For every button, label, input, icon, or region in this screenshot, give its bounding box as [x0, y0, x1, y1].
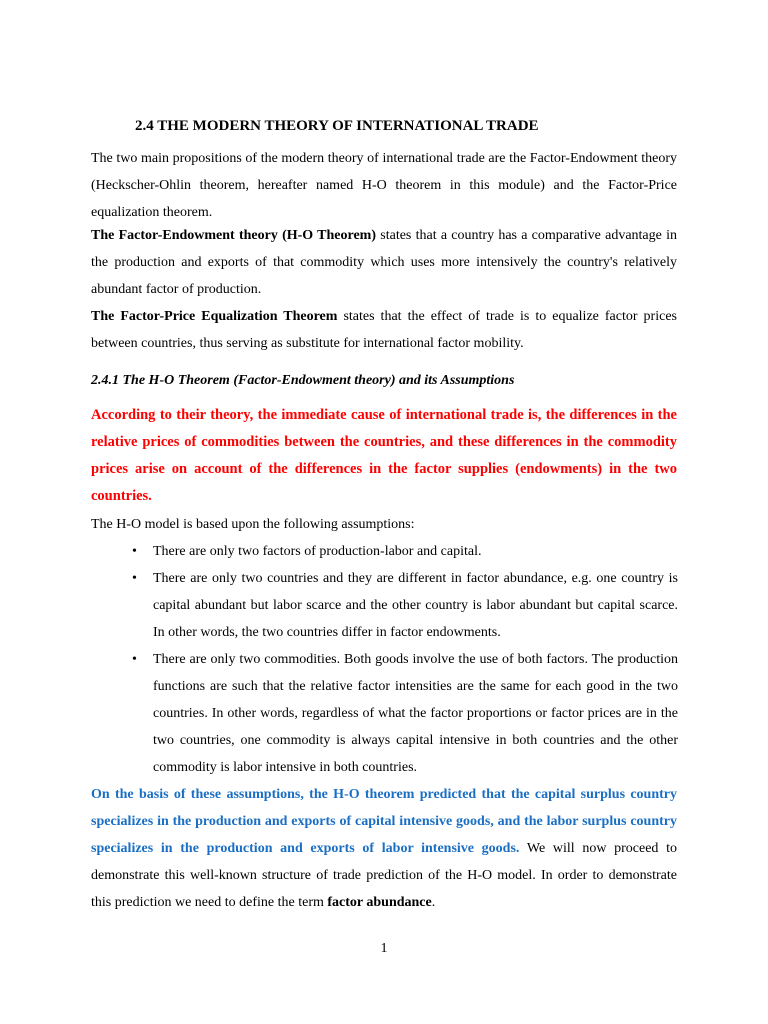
factor-endowment-term: The Factor-Endowment theory (H-O Theorem)	[91, 228, 377, 243]
prediction-highlight: On the basis of these assumptions, the H-O theorem predicted that the capital surplus country specializes in the production and exports of capital intensive goods, and the labor surplus country specializes in the production and exports of labor intensive goods.	[91, 787, 677, 856]
factor-endowment-text: states that a country has a comparative advantage in the production and exports of that commodity which uses more intensively the country's relatively abundant factor of production.	[91, 228, 677, 297]
prediction-text: We will now proceed to demonstrate this well-known structure of trade prediction of the H-O model. In order to demonstrate this prediction we need to define the term	[91, 841, 677, 910]
page-number: 1	[380, 941, 388, 956]
prediction-end: .	[431, 895, 436, 910]
subsection-heading: 2.4.1 The H-O Theorem (Factor-Endowment theory) and its Assumptions	[91, 373, 515, 388]
theory-cause-paragraph: According to their theory, the immediate cause of international trade is, the differences in the relative prices of commodities between the countries, and these differences in the commodity prices arise on account of the differences in the factor supplies (endowments) in the two countries.	[91, 407, 677, 504]
section-heading: 2.4 THE MODERN THEORY OF INTERNATIONAL TRADE	[135, 118, 539, 134]
factor-price-paragraph	[91, 303, 677, 357]
assumption-item: • There are only two countries and they are different in factor abundance, e.g. one country is capital abundant but labor scarce and the other country is labor abundant but capital scarce. In other words, the two countries differ in factor endowments.	[153, 565, 678, 646]
factor-price-term: The Factor-Price Equalization Theorem	[91, 309, 338, 324]
factor-endowment-paragraph	[91, 222, 677, 303]
prediction-paragraph	[91, 781, 677, 916]
intro-paragraph: The two main propositions of the modern theory of international trade are the Factor-Endowment theory (Heckscher-Ohlin theorem, hereafter named H-O theorem in this module) and the Factor-Price equalization theorem.	[91, 151, 677, 220]
assumptions-list	[153, 538, 678, 781]
assumptions-intro: The H-O model is based upon the following assumptions:	[91, 517, 415, 532]
assumption-item: • There are only two commodities. Both goods involve the use of both factors. The production functions are such that the relative factor intensities are the same for each good in the two countries. In other words, regardless of what the factor proportions or factor prices are in the two countries, one commodity is always capital intensive in both countries and the other commodity is labor intensive in both countries.	[153, 646, 678, 781]
assumption-item: • There are only two factors of production-labor and capital.	[153, 538, 678, 565]
factor-abundance-term: factor abundance	[327, 895, 432, 910]
factor-price-text: states that the effect of trade is to equalize factor prices between countries, thus serving as substitute for international factor mobility.	[91, 309, 677, 351]
